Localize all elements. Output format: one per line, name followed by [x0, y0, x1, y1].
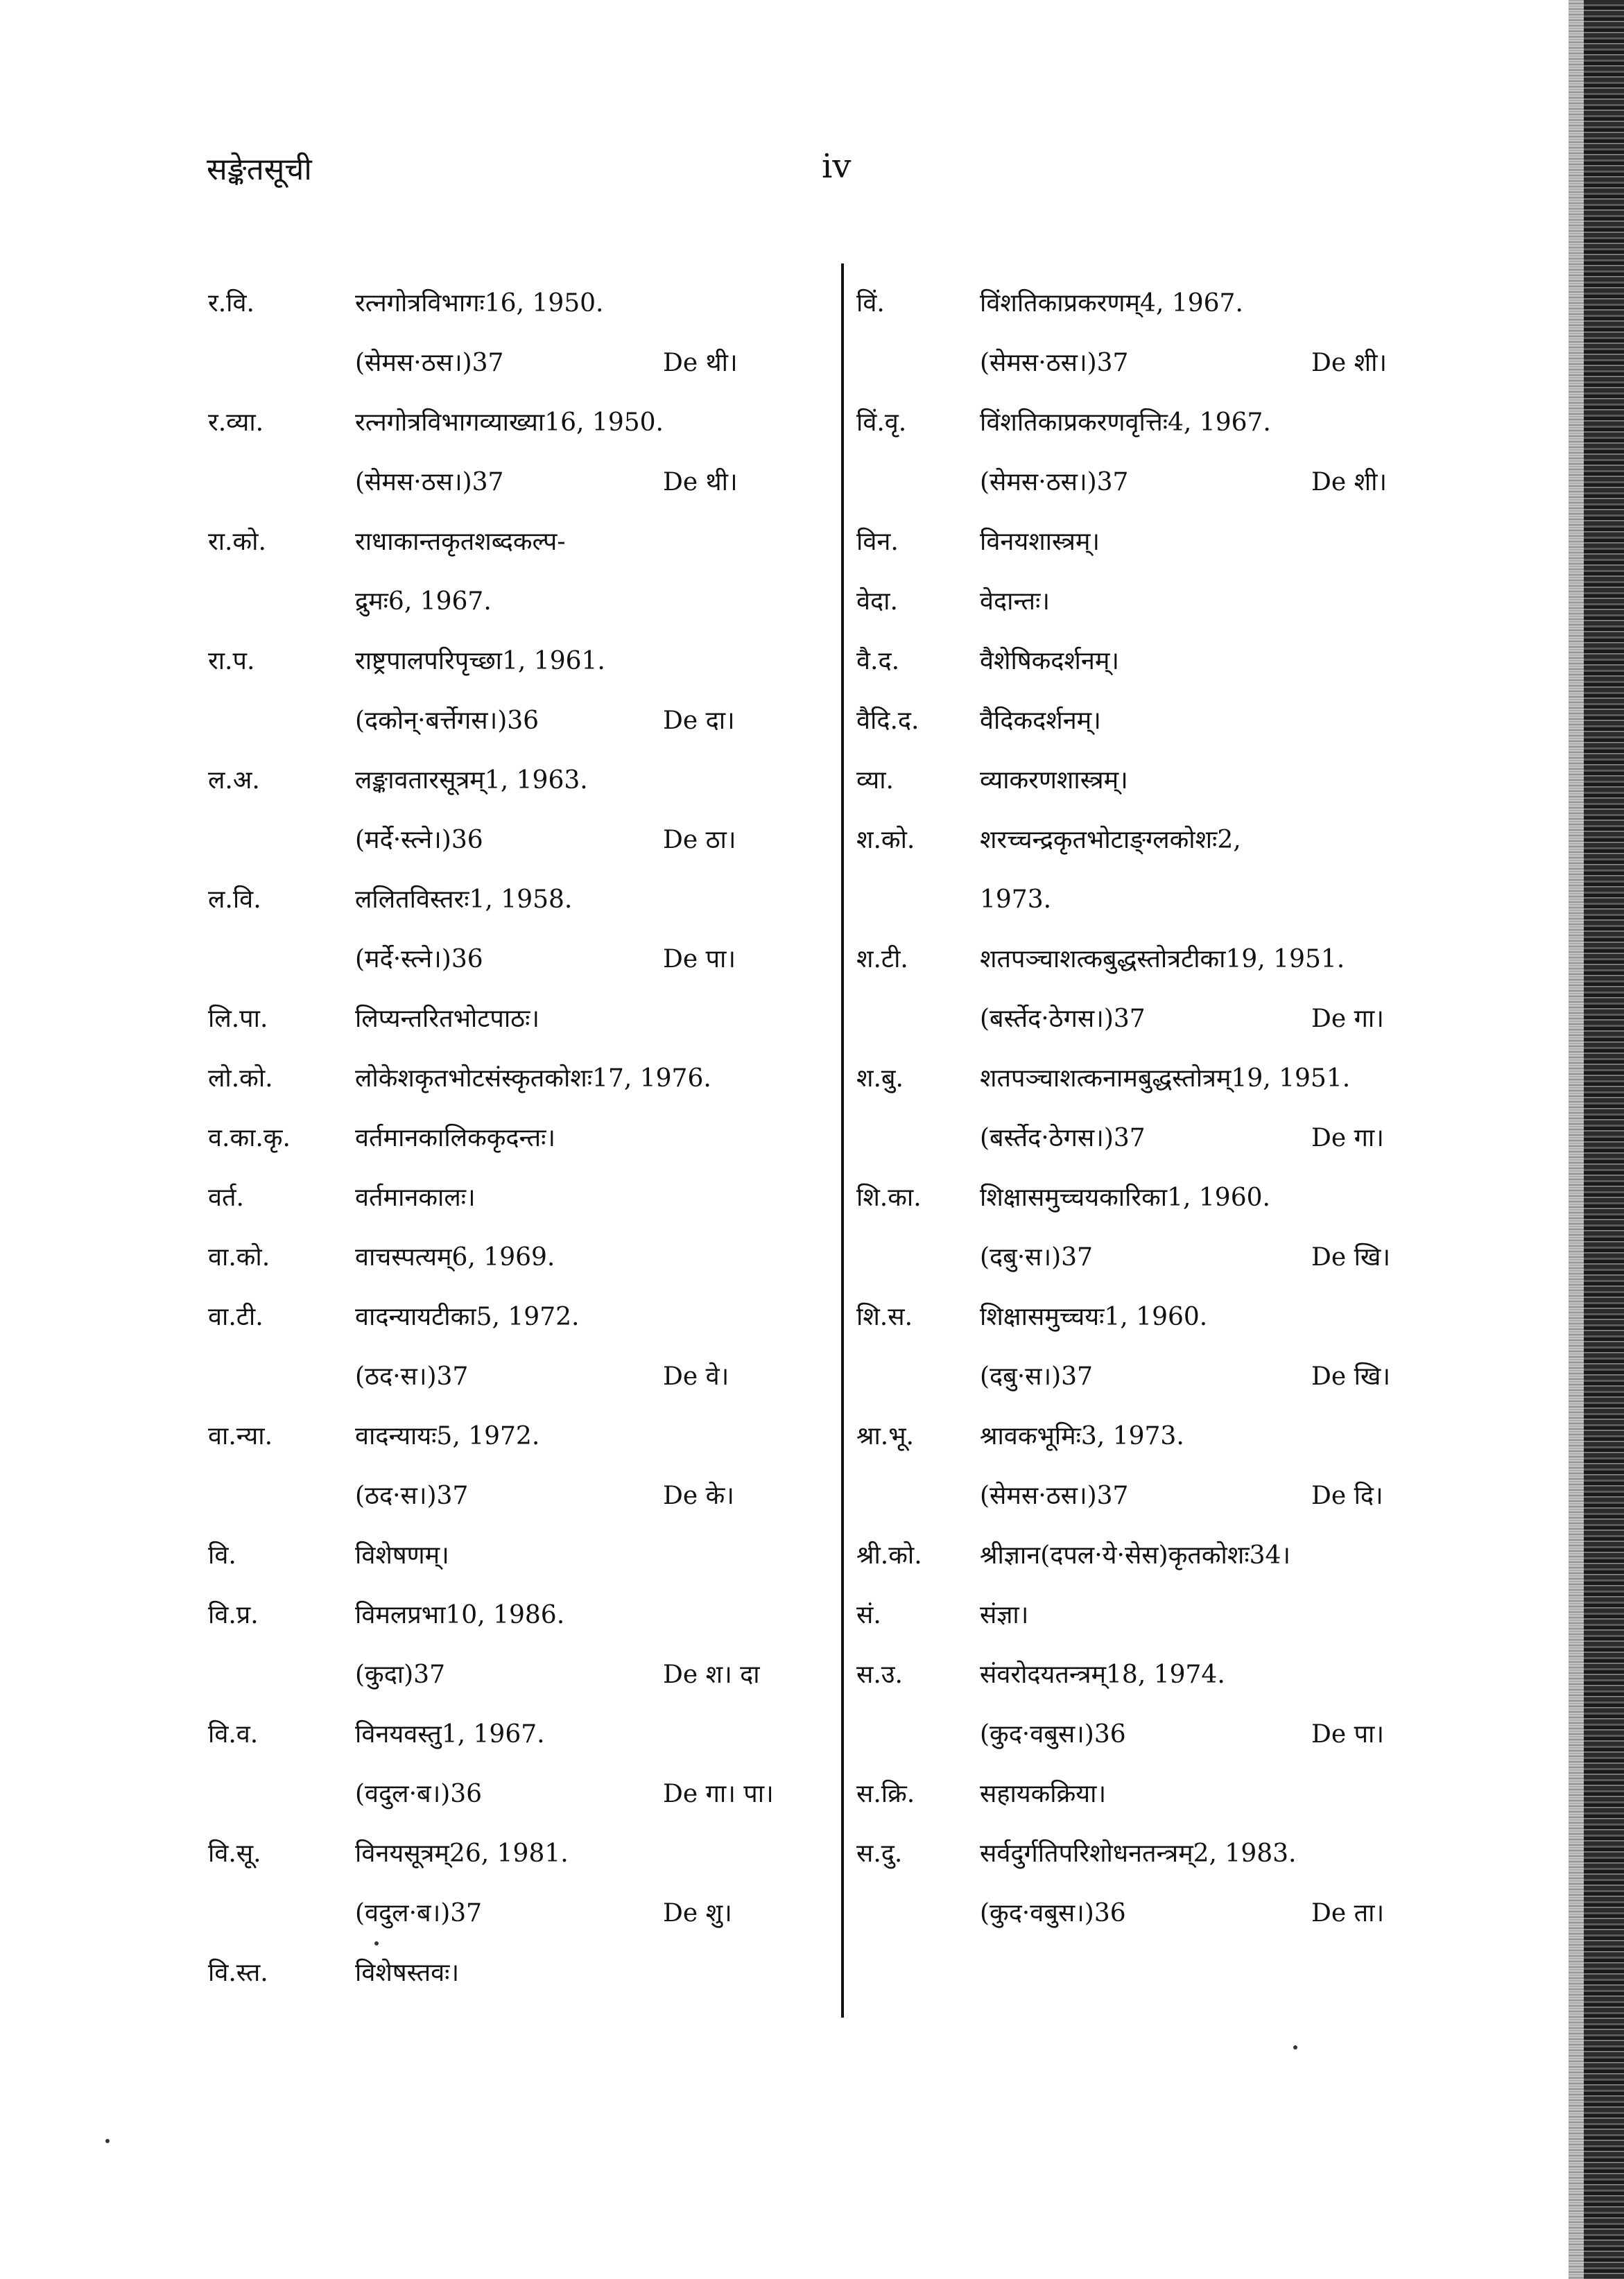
entry-line [856, 274, 1494, 333]
abbreviation-entry [856, 1288, 1494, 1407]
abbreviation-entry [208, 989, 818, 1049]
abbreviation: विन. [856, 528, 899, 556]
abbreviation-entry [856, 1526, 1494, 1586]
entry-line [856, 691, 1494, 751]
abbreviation: शि.का. [856, 1184, 922, 1212]
expansion-text: (दबु·स।)37 [980, 1243, 1093, 1272]
expansion-text: (दकोन्·बर्त्तेगस।)36 [355, 707, 539, 735]
abbreviation-entry [208, 1705, 818, 1824]
abbreviation-entry [208, 632, 818, 751]
expansion-text: शतपञ्चाशत्कनामबुद्धस्तोत्रम्19, 1951. [980, 1064, 1351, 1093]
entry-line [856, 512, 1494, 572]
abbreviation: वा.न्या. [208, 1422, 273, 1450]
entry-line [856, 1645, 1494, 1705]
expansion-text: वैशेषिकदर्शनम्। [980, 647, 1120, 675]
expansion-text: (ठद·स।)37 [355, 1362, 469, 1391]
expansion-text: सर्वदुर्गतिपरिशोधनतन्त्रम्2, 1983. [980, 1839, 1297, 1868]
entry-line [208, 1824, 818, 1884]
expansion-text: ललितविस्तरः1, 1958. [355, 885, 573, 914]
abbreviation: रा.प. [208, 647, 255, 675]
expansion-text: रत्नगोत्रविभागः16, 1950. [355, 289, 604, 318]
expansion-text: (ठद·स।)37 [355, 1482, 469, 1510]
abbreviation-entry [208, 393, 818, 512]
abbreviation: वर्त. [208, 1184, 244, 1212]
abbreviation-entry [856, 1049, 1494, 1168]
right-column [856, 274, 1494, 1943]
abbreviation: ल.अ. [208, 766, 260, 795]
entry-line [208, 1466, 818, 1526]
abbreviation-entry [856, 1765, 1494, 1824]
abbreviation: वि.प्र. [208, 1601, 259, 1629]
derge-reference: De दा। [663, 707, 735, 735]
entry-line [856, 751, 1494, 811]
expansion-text: विशेषस्तवः। [355, 1959, 460, 1987]
abbreviation-entry [208, 751, 818, 870]
expansion-text: (सेमस·ठस।)37 [980, 1482, 1129, 1510]
entry-line [208, 989, 818, 1049]
entry-line [208, 1228, 818, 1288]
derge-reference: De शु। [663, 1899, 732, 1927]
entry-line [208, 512, 818, 572]
abbreviation: विं.वृ. [856, 408, 907, 437]
entry-line [208, 870, 818, 930]
entry-line [856, 1049, 1494, 1109]
derge-reference: De थी। [663, 468, 738, 496]
derge-reference: De गा। पा। [663, 1780, 774, 1808]
entry-line [856, 632, 1494, 691]
abbreviation: स.क्रि. [856, 1780, 915, 1808]
abbreviation: वि.व. [208, 1720, 259, 1749]
abbreviation: वैदि.द. [856, 707, 919, 735]
expansion-text: विंशतिकाप्रकरणवृत्तिः4, 1967. [980, 408, 1271, 437]
entry-line [208, 1168, 818, 1228]
derge-reference: De ठा। [663, 826, 736, 854]
abbreviation: श्री.को. [856, 1541, 922, 1570]
abbreviation: स.दु. [856, 1839, 903, 1868]
scanned-page-edge [1569, 0, 1624, 2279]
entry-line [856, 333, 1494, 393]
abbreviation: र.व्या. [208, 408, 264, 437]
expansion-text: (सेमस·ठस।)37 [355, 349, 504, 377]
abbreviation-entry [856, 1168, 1494, 1288]
entry-line [856, 1228, 1494, 1288]
abbreviation-entry [856, 751, 1494, 811]
abbreviation-entry [208, 1824, 818, 1943]
entry-line [856, 1168, 1494, 1228]
expansion-text: वेदान्तः। [980, 587, 1050, 616]
entry-line [208, 1884, 818, 1943]
derge-reference: De दि। [1311, 1482, 1383, 1510]
expansion-text: वादन्यायटीका5, 1972. [355, 1303, 580, 1331]
entry-line [856, 1765, 1494, 1824]
expansion-text: (बर्स्तेद·ठेगस।)37 [980, 1005, 1146, 1033]
expansion-text: शिक्षासमुच्चयकारिका1, 1960. [980, 1184, 1270, 1212]
expansion-text: (मर्दे·स्त्ने।)36 [355, 826, 483, 854]
abbreviation-entry [856, 274, 1494, 393]
entry-line [208, 393, 818, 453]
entry-line [856, 1884, 1494, 1943]
expansion-text: व्याकरणशास्त्रम्। [980, 766, 1128, 795]
abbreviation-entry [208, 1109, 818, 1168]
abbreviation: वि. [208, 1541, 236, 1570]
abbreviation: वा.टी. [208, 1303, 264, 1331]
abbreviation: रा.को. [208, 528, 266, 556]
abbreviation: वै.द. [856, 647, 900, 675]
expansion-text: संज्ञा। [980, 1601, 1029, 1629]
expansion-text: संवरोदयतन्त्रम्18, 1974. [980, 1661, 1225, 1689]
page-number: iv [822, 147, 852, 186]
expansion-text: वाचस्पत्यम्6, 1969. [355, 1243, 555, 1272]
entry-line [856, 572, 1494, 632]
expansion-text: शिक्षासमुच्चयः1, 1960. [980, 1303, 1208, 1331]
expansion-text: विनयशास्त्रम्। [980, 528, 1100, 556]
entry-line [208, 691, 818, 751]
expansion-text: शतपञ्चाशत्कबुद्धस्तोत्रटीका19, 1951. [980, 945, 1345, 973]
derge-reference: De शी। [1311, 468, 1388, 496]
abbreviation-entry [856, 691, 1494, 751]
entry-line [856, 1705, 1494, 1765]
abbreviation: वि.स्त. [208, 1959, 268, 1987]
abbreviation-entry [856, 1407, 1494, 1526]
expansion-text: (कुद·वबुस।)36 [980, 1720, 1126, 1749]
entry-line [856, 1466, 1494, 1526]
entry-line [208, 1765, 818, 1824]
entry-line [856, 1288, 1494, 1347]
abbreviation-entry [208, 1168, 818, 1228]
entry-line [856, 811, 1494, 870]
expansion-text: विनयसूत्रम्26, 1981. [355, 1839, 569, 1868]
abbreviation-entry [208, 1586, 818, 1705]
derge-reference: De पा। [663, 945, 736, 973]
abbreviation: ल.वि. [208, 885, 261, 914]
expansion-text: वर्तमानकालः। [355, 1184, 476, 1212]
expansion-text: (मर्दे·स्त्ने।)36 [355, 945, 483, 973]
abbreviation-entry [856, 1824, 1494, 1943]
abbreviation-entry [208, 1288, 818, 1407]
expansion-text: द्रुमः6, 1967. [355, 587, 492, 616]
expansion-text: (सेमस·ठस।)37 [980, 349, 1129, 377]
expansion-text: लोकेशकृतभोटसंस्कृतकोशः17, 1976. [355, 1064, 711, 1093]
derge-reference: De गा। [1311, 1005, 1384, 1033]
expansion-text: वैदिकदर्शनम्। [980, 707, 1101, 735]
entry-line [208, 751, 818, 811]
abbreviation-entry [208, 1407, 818, 1526]
entry-line [208, 572, 818, 632]
abbreviation-entry [856, 1645, 1494, 1765]
derge-reference: De खि। [1311, 1362, 1391, 1391]
column-divider [841, 263, 844, 2018]
abbreviation-entry [856, 930, 1494, 1049]
entry-line [856, 1526, 1494, 1586]
expansion-text: विमलप्रभा10, 1986. [355, 1601, 565, 1629]
expansion-text: शरच्चन्द्रकृतभोटाङ्ग्लकोशः2, [980, 826, 1241, 854]
derge-reference: De गा। [1311, 1124, 1384, 1152]
expansion-text: श्रावकभूमिः3, 1973. [980, 1422, 1184, 1450]
abbreviation: स.उ. [856, 1661, 903, 1689]
abbreviation: विं. [856, 289, 885, 318]
abbreviation-entry [208, 512, 818, 632]
abbreviation-entry [856, 632, 1494, 691]
expansion-text: लिप्यन्तरितभोटपाठः। [355, 1005, 540, 1033]
abbreviation-entry [208, 1228, 818, 1288]
entry-line [208, 333, 818, 393]
abbreviation-entry [856, 512, 1494, 572]
abbreviation-entry [856, 811, 1494, 930]
abbreviation: लि.पा. [208, 1005, 268, 1033]
derge-reference: De वे। [663, 1362, 729, 1391]
derge-reference: De के। [663, 1482, 734, 1510]
entry-line [208, 274, 818, 333]
entry-line [208, 453, 818, 512]
abbreviation-entry [208, 1049, 818, 1109]
entry-line [208, 1049, 818, 1109]
expansion-text: (सेमस·ठस।)37 [980, 468, 1129, 496]
running-title: सङ्केतसूची [207, 152, 312, 187]
abbreviation: शि.स. [856, 1303, 913, 1331]
expansion-text: विनयवस्तु1, 1967. [355, 1720, 545, 1749]
expansion-text: रत्नगोत्रविभागव्याख्या16, 1950. [355, 408, 664, 437]
entry-line [856, 1407, 1494, 1466]
speck [374, 1941, 379, 1946]
speck [105, 2139, 110, 2143]
entry-line [856, 1109, 1494, 1168]
entry-line [856, 870, 1494, 930]
entry-line [208, 1347, 818, 1407]
abbreviation: श.बु. [856, 1064, 904, 1093]
expansion-text: लङ्कावतारसूत्रम्1, 1963. [355, 766, 588, 795]
derge-reference: De शी। [1311, 349, 1388, 377]
abbreviation: व्या. [856, 766, 894, 795]
expansion-text: (वदुल·ब।)37 [355, 1899, 483, 1927]
abbreviation: व.का.कृ. [208, 1124, 291, 1152]
entry-line [208, 1288, 818, 1347]
abbreviation: सं. [856, 1601, 881, 1629]
derge-reference: De श। दा [663, 1661, 760, 1689]
abbreviation-entry [208, 1526, 818, 1586]
abbreviation-entry [208, 274, 818, 393]
expansion-text: श्रीज्ञान(दपल·ये·सेस)कृतकोशः34। [980, 1541, 1291, 1570]
entry-line [208, 930, 818, 989]
abbreviation: श.को. [856, 826, 915, 854]
entry-line [208, 1705, 818, 1765]
expansion-text: (दबु·स।)37 [980, 1362, 1093, 1391]
abbreviation: श्रा.भू. [856, 1422, 915, 1450]
expansion-text: (सेमस·ठस।)37 [355, 468, 504, 496]
abbreviation: लो.को. [208, 1064, 273, 1093]
derge-reference: De खि। [1311, 1243, 1391, 1272]
expansion-text: सहायकक्रिया। [980, 1780, 1107, 1808]
abbreviation-entry [208, 1943, 818, 2003]
expansion-text: वादन्यायः5, 1972. [355, 1422, 540, 1450]
entry-line [208, 1407, 818, 1466]
speck [1293, 2045, 1297, 2050]
entry-line [208, 1943, 818, 2003]
entry-line [856, 989, 1494, 1049]
entry-line [856, 930, 1494, 989]
entry-line [856, 393, 1494, 453]
abbreviation-entry [856, 1586, 1494, 1645]
entry-line [208, 1645, 818, 1705]
expansion-text: (वदुल·ब।)36 [355, 1780, 483, 1808]
entry-line [856, 1347, 1494, 1407]
expansion-text: विंशतिकाप्रकरणम्4, 1967. [980, 289, 1243, 318]
expansion-text: 1973. [980, 885, 1052, 914]
expansion-text: (कुदा)37 [355, 1661, 445, 1689]
derge-reference: De थी। [663, 349, 738, 377]
entry-line [856, 453, 1494, 512]
left-column [208, 274, 818, 2003]
abbreviation-entry [208, 870, 818, 989]
abbreviation: श.टी. [856, 945, 908, 973]
expansion-text: वर्तमानकालिककृदन्तः। [355, 1124, 556, 1152]
entry-line [208, 1526, 818, 1586]
abbreviation-entry [856, 572, 1494, 632]
entry-line [208, 1109, 818, 1168]
abbreviation: वि.सू. [208, 1839, 261, 1868]
expansion-text: (बर्स्तेद·ठेगस।)37 [980, 1124, 1146, 1152]
expansion-text: (कुद·वबुस।)36 [980, 1899, 1126, 1927]
entry-line [208, 811, 818, 870]
entry-line [856, 1824, 1494, 1884]
expansion-text: राष्ट्रपालपरिपृच्छा1, 1961. [355, 647, 605, 675]
derge-reference: De पा। [1311, 1720, 1385, 1749]
abbreviation: र.वि. [208, 289, 254, 318]
abbreviation: वेदा. [856, 587, 898, 616]
entry-line [208, 632, 818, 691]
abbreviation: वा.को. [208, 1243, 270, 1272]
derge-reference: De ता। [1311, 1899, 1385, 1927]
entry-line [856, 1586, 1494, 1645]
abbreviation-entry [856, 393, 1494, 512]
expansion-text: विशेषणम्। [355, 1541, 449, 1570]
expansion-text: राधाकान्तकृतशब्दकल्प- [355, 528, 566, 556]
entry-line [208, 1586, 818, 1645]
